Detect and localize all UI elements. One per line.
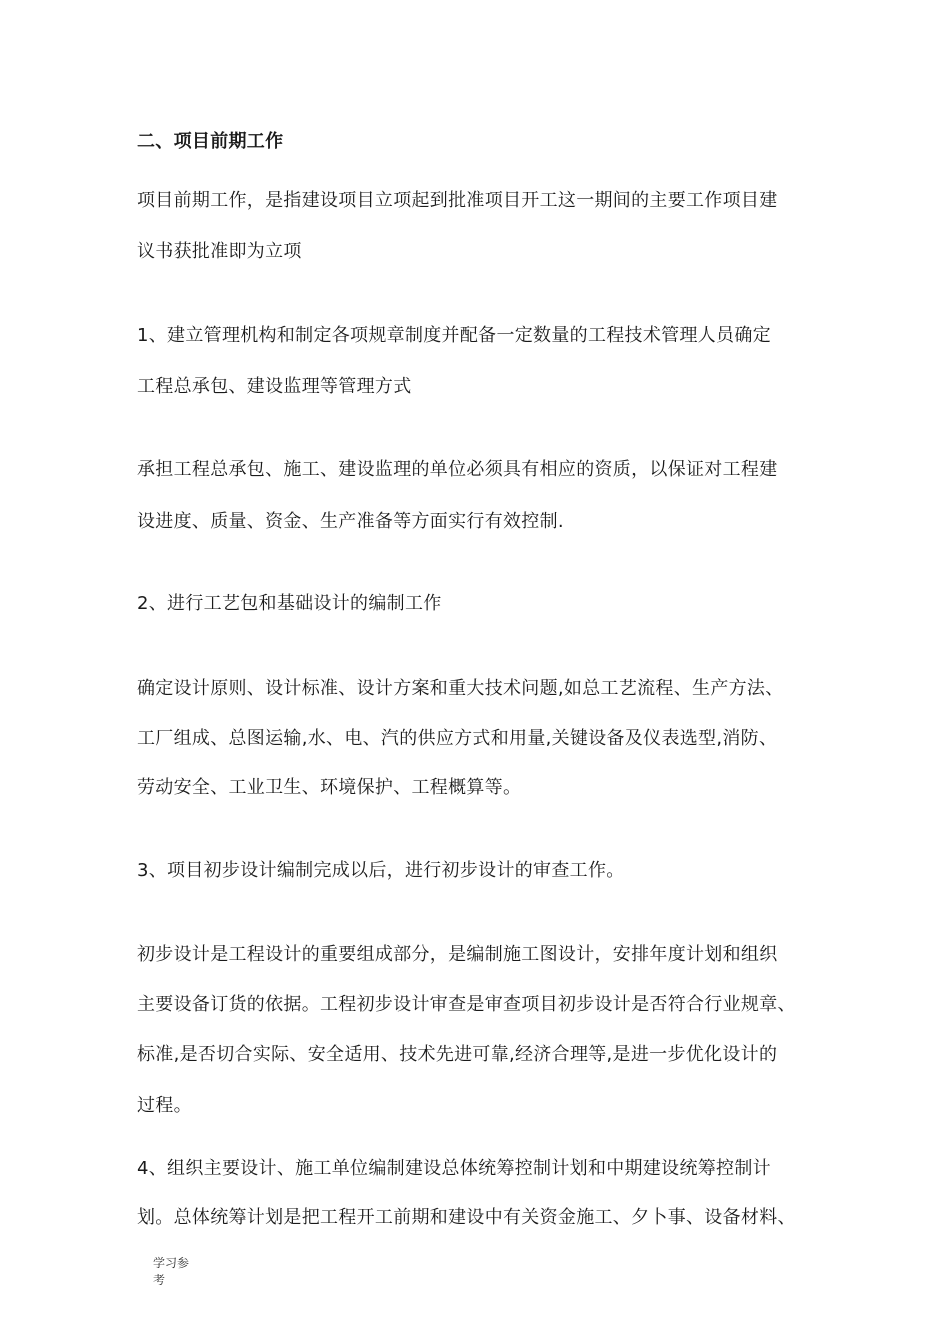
item-4-line-2: 划。总体统筹计划是把工程开工前期和建设中有关资金施工、夕卜事、设备材料、	[137, 1207, 796, 1228]
item-1-body-line-1: 承担工程总承包、施工、建设监理的单位必须具有相应的资质，以保证对工程建	[137, 459, 778, 480]
item-2-body-line-3: 劳动安全、工业卫生、环境保护、工程概算等。	[137, 777, 522, 798]
paragraph-intro-line-1: 项目前期工作，是指建设项目立项起到批准项目开工这一期间的主要工作项目建	[137, 190, 778, 211]
item-1-body-line-2: 设进度、质量、资金、生产准备等方面实行有效控制.	[137, 511, 564, 532]
paragraph-intro-line-2: 议书获批准即为立项	[137, 241, 302, 262]
item-4-line-1: 4、组织主要设计、施工单位编制建设总体统筹控制计划和中期建设统筹控制计	[137, 1158, 771, 1179]
item-2-body-line-2: 工厂组成、总图运输,水、电、汽的供应方式和用量,关键设备及仪表选型,消防、	[137, 728, 778, 749]
section-heading: 二、项目前期工作	[137, 131, 284, 152]
item-2-heading: 2、进行工艺包和基础设计的编制工作	[137, 593, 442, 614]
item-1-heading-line-2: 工程总承包、建设监理等管理方式	[137, 376, 412, 397]
item-3-heading: 3、项目初步设计编制完成以后，进行初步设计的审查工作。	[137, 860, 625, 881]
item-3-body-line-2: 主要设备订货的依据。工程初步设计审查是审查项目初步设计是否符合行业规章、	[137, 994, 796, 1015]
item-3-body-line-1: 初步设计是工程设计的重要组成部分，是编制施工图设计，安排年度计划和组织	[137, 944, 778, 965]
item-1-heading-line-1: 1、建立管理机构和制定各项规章制度并配备一定数量的工程技术管理人员确定	[137, 325, 771, 346]
page-footer: 学习参考	[153, 1256, 190, 1287]
item-3-body-line-3: 标准,是否切合实际、安全适用、技术先进可靠,经济合理等,是进一步优化设计的	[137, 1044, 778, 1065]
item-3-body-line-4: 过程。	[137, 1095, 192, 1116]
item-2-body-line-1: 确定设计原则、设计标准、设计方案和重大技术问题,如总工艺流程、生产方法、	[137, 678, 784, 699]
